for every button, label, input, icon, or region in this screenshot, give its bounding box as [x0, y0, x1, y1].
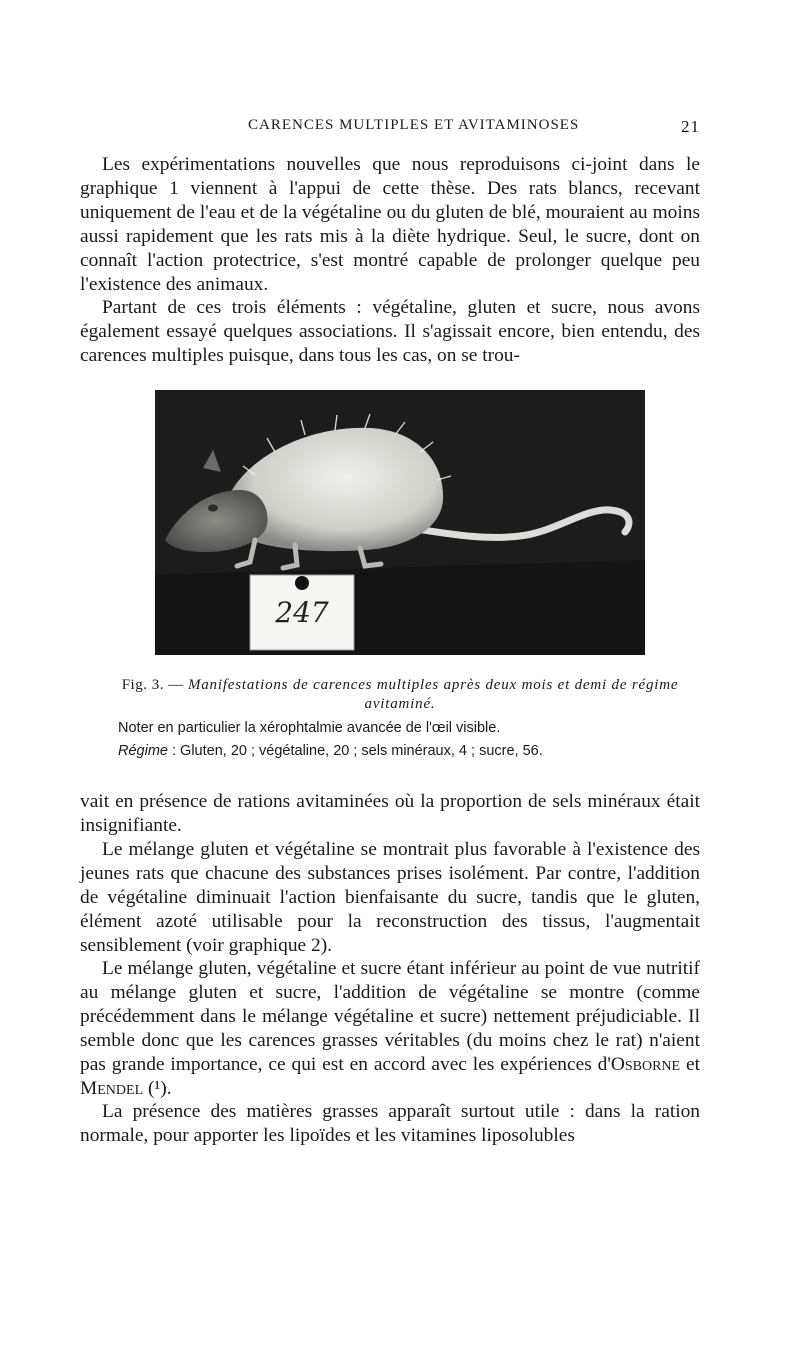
- tag-number: 247: [275, 596, 329, 629]
- running-header: [80, 117, 700, 139]
- rat-illustration: [155, 390, 645, 655]
- paragraph-6: La présence des matières grasses apparaît surtout utile : dans la ration normale, pour apporter les lipoïdes et les vitamines liposolubles: [80, 1101, 700, 1146]
- figure-caption-text: Manifestations de carences multiples après deux mois et demi de régime avitaminé.: [187, 677, 679, 712]
- page-number: 21: [681, 117, 700, 136]
- paragraph-2: Partant de ces trois éléments : végétaline, gluten et sucre, nous avons également essayé quelques associations. Il s'agissait encore, bien entendu, des carences multiples puisque, dans tous les cas, on se trou-: [80, 297, 700, 366]
- paragraph-5: [80, 957, 700, 1100]
- paragraph-5-text: Le mélange gluten, végétaline et sucre étant inférieur au point de vue nutritif au mélange gluten et sucre, l'addition de végétaline se montre (comme précédemment dans le mélange végétaline et sucre) nettement préjudiciable. Il semble donc que les carences grasses véritables (du moins chez le rat) n'aient pas grande importance, ce qui est en accord avec les expériences d': [80, 958, 700, 1075]
- rat-eye: [208, 505, 218, 512]
- paragraph-5-conj: et: [680, 1053, 701, 1075]
- figure-note: Noter en particulier la xérophtalmie avancée de l'œil visible.: [118, 720, 501, 736]
- figure-regime: [118, 743, 718, 759]
- tag-hole: [295, 576, 309, 590]
- figure-caption: [120, 676, 680, 714]
- author-mendel: Mendel: [80, 1077, 144, 1099]
- author-osborne: Osborne: [610, 1053, 681, 1075]
- regime-label: Régime: [118, 743, 168, 759]
- rat-photograph: [155, 390, 645, 655]
- figure-label: Fig. 3. —: [121, 677, 188, 693]
- running-title: CARENCES MULTIPLES ET AVITAMINOSES: [248, 117, 580, 133]
- paragraph-3: vait en présence de rations avitaminées où la proportion de sels minéraux était insignifiante.: [80, 791, 700, 836]
- paragraph-1: Les expérimentations nouvelles que nous reproduisons ci-joint dans le graphique 1 viennent à l'appui de cette thèse. Des rats blancs, recevant uniquement de l'eau et de la végétaline ou du gluten de blé, mouraient au moins aussi rapidement que les rats mis à la diète hydrique. Seul, le sucre, dont on connaît l'action protectrice, s'est montré capable de prolonger quelque peu l'existence des animaux.: [80, 154, 700, 295]
- regime-text: : Gluten, 20 ; végétaline, 20 ; sels minéraux, 4 ; sucre, 56.: [167, 743, 543, 759]
- paragraph-4: Le mélange gluten et végétaline se montrait plus favorable à l'existence des jeunes rats que chacune des substances prises isolément. Par contre, l'addition de végétaline diminuait l'action bienfaisante du sucre, tandis que le gluten, élément azoté utilisable pour la reconstruction des tissus, l'augmentait sensiblement (voir graphique 2).: [80, 839, 700, 956]
- footnote-ref: (¹).: [143, 1077, 172, 1099]
